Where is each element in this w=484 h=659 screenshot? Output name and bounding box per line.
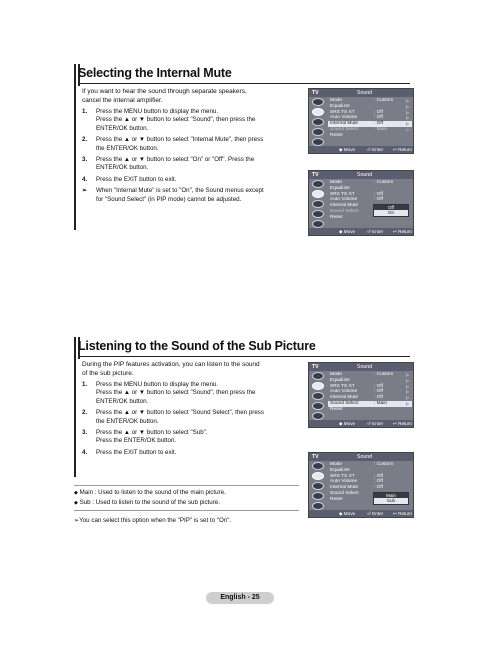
osd-menu-title: Sound [357, 454, 373, 460]
osd-option-popup [373, 492, 409, 505]
osd-move-hint: ◆ Move [339, 229, 356, 234]
section-title: Listening to the Sound of the Sub Picture [78, 339, 316, 353]
osd-input-icon [312, 138, 324, 146]
step-3: 3. Press the ▲ or ▼ button to select "Sub". Press the ENTER/OK button. [82, 429, 208, 445]
osd-enter-hint: ⏎ Enter [367, 421, 384, 426]
osd-picture-icon [312, 180, 324, 188]
osd-menu-item[interactable]: Sound Select : Main ▷ [330, 126, 410, 132]
osd-move-hint: ◆ Move [339, 421, 356, 426]
note-arrow-icon: ➢ [82, 187, 88, 195]
osd-input-icon [312, 412, 324, 420]
osd-menu-title: Sound [357, 172, 373, 178]
osd-channel-icon [312, 392, 324, 400]
step-1: 1. Press the MENU button to display the menu. Press the ▲ or ▼ button to select "Sound", then press the ENTER/OK button. [82, 381, 256, 405]
osd-screen-2 [308, 170, 414, 236]
step-3: 3. Press the ▲ or ▼ button to select "On" or "Off". Press the ENTER/OK button. [82, 156, 255, 172]
osd-enter-hint: ⏎ Enter [367, 229, 384, 234]
section-title-row [74, 64, 410, 86]
osd-menu-item[interactable]: Reset [330, 496, 343, 502]
osd-icon-column [311, 462, 326, 507]
osd-menu [328, 98, 412, 139]
osd-enter-hint: ⏎ Enter [367, 147, 384, 152]
osd-menu-item[interactable]: Sound Select [330, 490, 359, 496]
info-sub: ◆ Sub : Used to listen to the sound of the sub picture. [74, 499, 220, 506]
right-arrow-icon: ▷ [406, 372, 410, 377]
osd-menu [328, 372, 412, 413]
osd-channel-icon [312, 482, 324, 490]
pip-note: ➢You can select this option when the "PIP" is set to "On". [74, 517, 232, 524]
osd-footer [309, 420, 413, 427]
osd-footer [309, 146, 413, 153]
osd-return-hint: ↩ Return [393, 511, 412, 516]
osd-setup-icon [312, 210, 324, 218]
right-arrow-icon: ▷ [406, 98, 410, 103]
osd-menu-item[interactable]: Equalizer ▷ [330, 377, 410, 383]
osd-option[interactable]: Sub [374, 498, 408, 504]
osd-icon-column [311, 98, 326, 143]
osd-sound-icon [312, 108, 324, 116]
osd-icon-column [311, 372, 326, 417]
step-2: 2. Press the ▲ or ▼ button to select "Sound Select", then press the ENTER/OK button. [82, 409, 264, 425]
diamond-bullet-icon: ◆ [74, 490, 78, 496]
osd-screen-1 [308, 88, 414, 154]
osd-menu-item[interactable]: SRS TS XT : Off ▷ [330, 109, 410, 115]
osd-menu-item[interactable]: Internal Mute : Off [330, 485, 383, 491]
right-arrow-icon: ▷ [406, 121, 410, 127]
osd-move-hint: ◆ Move [339, 511, 356, 516]
osd-menu-item[interactable]: Internal Mute : Off ▷ [328, 121, 412, 127]
osd-input-icon [312, 220, 324, 228]
title-rule [78, 83, 410, 84]
osd-picture-icon [312, 98, 324, 106]
diamond-bullet-icon: ◆ [74, 500, 78, 506]
right-arrow-icon: ▷ [406, 389, 410, 395]
osd-menu-item[interactable]: Mode : Custom ▷ [330, 372, 410, 377]
osd-menu-item[interactable]: Reset [330, 214, 343, 220]
osd-menu-item[interactable]: Sound Select : Main ▷ [328, 401, 412, 407]
osd-setup-icon [312, 128, 324, 136]
note: ➢ When "Internal Mute" is set to "On", the Sound menus except for "Sound Select" (in PIP mode) cannot be adjusted. [82, 187, 264, 203]
osd-footer [309, 510, 413, 517]
step-4: 4. Press the EXIT button to exit. [82, 448, 177, 456]
osd-menu-item[interactable]: Reset [330, 406, 343, 412]
osd-menu-item[interactable]: Internal Mute [330, 203, 358, 209]
step-2: 2. Press the ▲ or ▼ button to select "Internal Mute", then press the ENTER/OK button. [82, 136, 264, 152]
osd-menu-item[interactable]: SRS TS XT : Off ▷ [330, 383, 410, 389]
osd-tv-label: TV [312, 90, 319, 96]
right-arrow-icon: ▷ [406, 395, 410, 401]
intro-text: If you want to hear the sound through separate speakers, cancel the internal amplifier. [82, 88, 247, 104]
osd-menu-item[interactable]: Mode : Custom [330, 462, 394, 467]
right-arrow-icon: ▷ [406, 115, 410, 121]
osd-enter-hint: ⏎ Enter [367, 511, 384, 516]
info-area [74, 479, 299, 525]
step-1: 1. Press the MENU button to display the menu. Press the ▲ or ▼ button to select "Sound", then press the ENTER/OK button. [82, 108, 256, 132]
osd-return-hint: ↩ Return [393, 147, 412, 152]
osd-option[interactable]: Off [387, 204, 395, 210]
osd-menu-title: Sound [357, 90, 373, 96]
osd-menu-item[interactable]: Equalizer ▷ [330, 103, 410, 109]
osd-channel-icon [312, 118, 324, 126]
osd-picture-icon [312, 372, 324, 380]
right-arrow-icon: ▷ [406, 103, 410, 109]
osd-setup-icon [312, 492, 324, 500]
instructions [74, 86, 299, 230]
osd-menu-item[interactable]: Mode : Custom ▷ [330, 98, 410, 103]
osd-icon-column [311, 180, 326, 225]
osd-sound-icon [312, 190, 324, 198]
osd-menu-item[interactable]: Mode : Custom [330, 180, 394, 185]
osd-tv-label: TV [312, 454, 319, 460]
osd-tv-label: TV [312, 364, 319, 370]
osd-sound-icon [312, 382, 324, 390]
info-box [74, 485, 299, 511]
osd-picture-icon [312, 462, 324, 470]
osd-option[interactable]: On [374, 210, 408, 216]
osd-return-hint: ↩ Return [393, 421, 412, 426]
osd-menu-item[interactable]: Reset [330, 132, 343, 138]
osd-screen-4 [308, 452, 414, 518]
step-4: 4. Press the EXIT button to exit. [82, 175, 177, 183]
osd-menu-item[interactable]: Equalizer [330, 185, 350, 191]
osd-footer [309, 228, 413, 235]
osd-menu-item[interactable]: Auto Volume : Off [330, 479, 383, 485]
right-arrow-icon: ▷ [406, 126, 410, 132]
osd-option[interactable]: Main [386, 492, 396, 498]
osd-input-icon [312, 502, 324, 510]
osd-menu-item[interactable]: SRS TS XT : Off [330, 473, 383, 479]
right-arrow-icon: ▷ [406, 109, 410, 115]
osd-menu-title: Sound [357, 364, 373, 370]
osd-menu-item[interactable]: SRS TS XT : Off [330, 191, 383, 197]
osd-sound-icon [312, 472, 324, 480]
intro-text: During the PIP features activation, you can listen to the sound of the sub picture. [82, 361, 260, 377]
osd-tv-label: TV [312, 172, 319, 178]
section-title: Selecting the Internal Mute [78, 66, 232, 80]
osd-menu-item[interactable]: Auto Volume : Off ▷ [330, 389, 410, 395]
osd-menu-item[interactable]: Auto Volume : Off [330, 197, 383, 203]
osd-option-popup [373, 204, 409, 217]
right-arrow-icon: ▷ [406, 377, 410, 383]
section-title-row [74, 337, 410, 359]
osd-move-hint: ◆ Move [339, 147, 356, 152]
osd-menu-item[interactable]: Equalizer [330, 467, 350, 473]
right-arrow-icon: ▷ [406, 383, 410, 389]
osd-menu-item[interactable]: Sound Select [330, 208, 359, 214]
info-main: ◆ Main : Used to listen to the sound of the main picture. [74, 489, 226, 496]
title-rule [78, 356, 410, 357]
instructions [74, 359, 299, 477]
osd-screen-3 [308, 362, 414, 428]
right-arrow-icon: ▷ [406, 400, 410, 406]
osd-setup-icon [312, 402, 324, 410]
osd-menu-item[interactable]: Internal Mute : Off ▷ [330, 395, 410, 401]
osd-menu-item[interactable]: Auto Volume : Off ▷ [330, 115, 410, 121]
osd-return-hint: ↩ Return [393, 229, 412, 234]
page-number-badge: English - 25 [206, 592, 274, 604]
osd-channel-icon [312, 200, 324, 208]
